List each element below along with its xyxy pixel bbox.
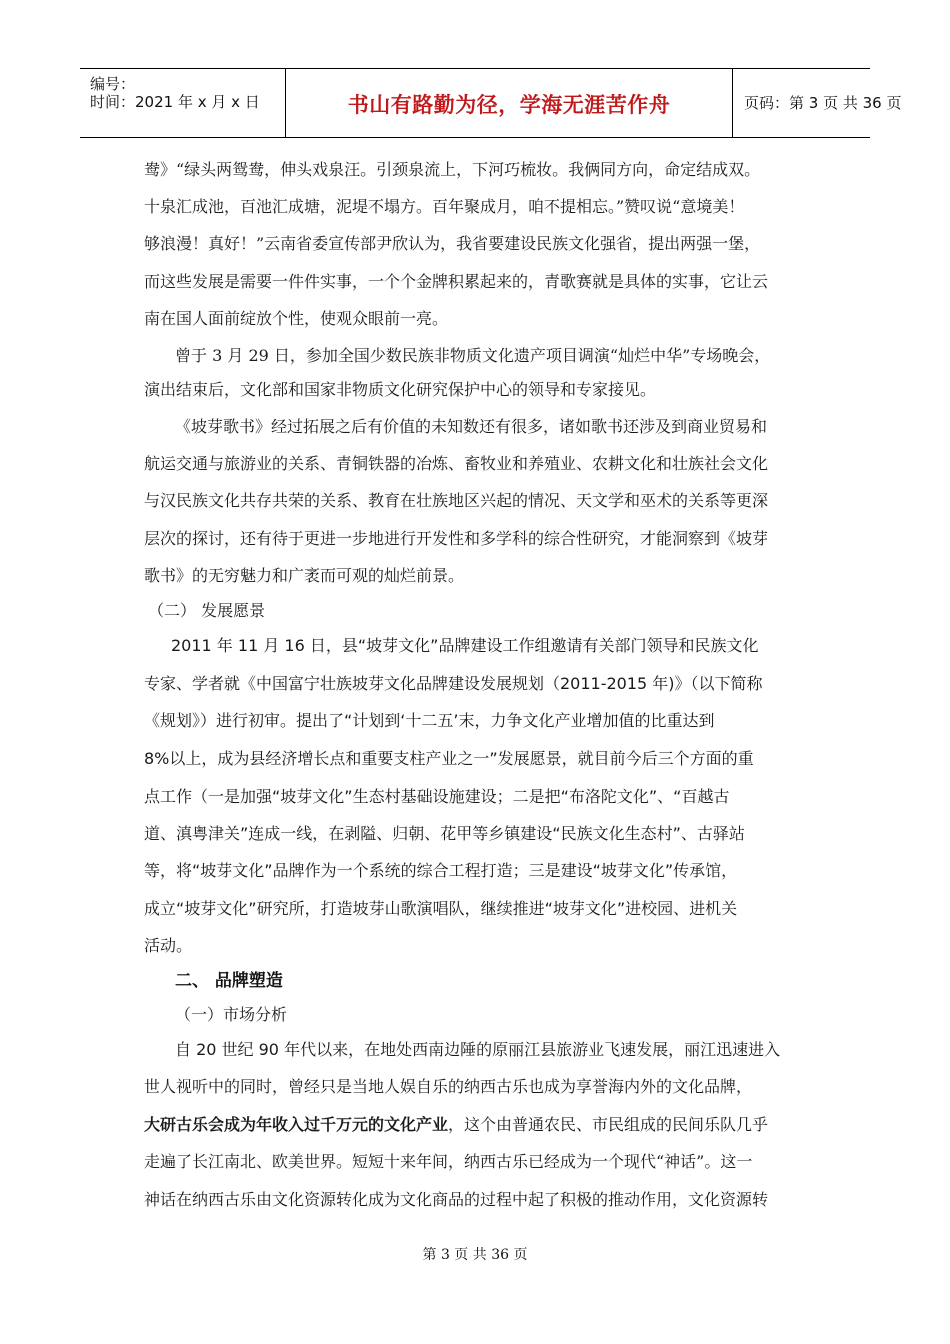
header-info-cell — [80, 69, 285, 137]
body-line: 8%以上，成为县经济增长点和重要支柱产业之一”发展愿景，就目前今后三个方面的重 — [144, 749, 754, 768]
sub-heading: （一）市场分析 — [175, 1005, 288, 1024]
body-line: 歌书》的无穷魅力和广袤而可观的灿烂前景。 — [144, 566, 465, 585]
body-line: 2011 年 11 月 16 日，县“坡芽文化”品牌建设工作组邀请有关部门领导和民族文化 — [171, 636, 759, 655]
header-motto-cell — [285, 69, 733, 137]
body-line: 《坡芽歌书》经过拓展之后有价值的未知数还有很多，诸如歌书还涉及到商业贸易和 — [175, 417, 768, 436]
body-line: 层次的探讨，还有待于更进一步地进行开发性和多学科的综合性研究，才能洞察到《坡芽 — [144, 529, 769, 548]
body-line: 等，将“坡芽文化”品牌作为一个系统的综合工程打造；三是建设“坡芽文化”传承馆， — [144, 861, 738, 880]
body-text: ，这个由普通农民、市民组成的民间乐队几乎 — [448, 1115, 769, 1134]
body-line: 够浪漫！真好！”云南省委宣传部尹欣认为，我省要建设民族文化强省，提出两强一堡， — [144, 234, 761, 253]
body-line: 道、滇粤津关”连成一线，在剥隘、归朝、花甲等乡镇建设“民族文化生态村”、古驿站 — [144, 824, 745, 843]
body-line: 走遍了长江南北、欧美世界。短短十来年间，纳西古乐已经成为一个现代“神话”。这一 — [144, 1152, 753, 1171]
body-line: 曾于 3 月 29 日，参加全国少数民族非物质文化遗产项目调演“灿烂中华”专场晚会， — [175, 346, 771, 365]
body-line: 航运交通与旅游业的关系、青铜铁器的冶炼、畜牧业和养殖业、农耕文化和壮族社会文化 — [144, 454, 769, 473]
body-line: 《规划》）进行初审。提出了“计划到‘十二五’末，力争文化产业增加值的比重达到 — [144, 711, 715, 730]
page-header — [80, 68, 902, 138]
body-line: 世人视听中的同时，曾经只是当地人娱自乐的纳西古乐也成为享誉海内外的文化品牌， — [144, 1077, 753, 1096]
body-line: 十泉汇成池，百池汇成塘，泥堤不塌方。百年聚成月，咱不提相忘。”赞叹说“意境美！ — [144, 197, 745, 216]
body-line: 南在国人面前绽放个性，使观众眼前一亮。 — [144, 309, 449, 328]
bold-highlight: 大研古乐会成为年收入过千万元的文化产业 — [144, 1115, 449, 1134]
document-number-label: 编号： — [90, 75, 136, 93]
body-line: 点工作（一是加强“坡芽文化”生态村基础设施建设；二是把“布洛陀文化”、“百越古 — [144, 787, 730, 806]
body-line: 演出结束后，文化部和国家非物质文化研究保护中心的领导和专家接见。 — [144, 380, 657, 399]
header-motto: 书山有路勤为径，学海无涯苦作舟 — [347, 93, 671, 117]
body-line: 而这些发展是需要一件件实事，一个个金牌积累起来的，青歌赛就是具体的实事，它让云 — [144, 272, 769, 291]
body-line: 自 20 世纪 90 年代以来，在地处西南边陲的原丽江县旅游业飞速发展，丽江迅速进入 — [175, 1040, 781, 1059]
body-line: 活动。 — [144, 936, 193, 955]
header-page-info: 页码：第 3 页 共 36 页 — [744, 94, 902, 112]
body-line-mixed — [144, 1114, 768, 1136]
document-date: 时间：2021 年 x 月 x 日 — [90, 93, 260, 111]
page-footer: 第 3 页 共 36 页 — [422, 1247, 528, 1263]
body-line: 专家、学者就《中国富宁壮族坡芽文化品牌建设发展规划（2011-2015 年)》（以下简称 — [144, 674, 763, 693]
body-line: 与汉民族文化共存共荣的关系、教育在壮族地区兴起的情况、天文学和巫术的关系等更深 — [144, 491, 769, 510]
body-line: 神话在纳西古乐由文化资源转化成为文化商品的过程中起了积极的推动作用，文化资源转 — [144, 1190, 769, 1209]
body-line: 鸯》“绿头两鸳鸯，伸头戏泉汪。引颈泉流上，下河巧梳妆。我俩同方向，命定结成双。 — [144, 160, 761, 179]
header-page-cell — [732, 69, 902, 137]
body-line: 成立“坡芽文化”研究所，打造坡芽山歌演唱队，继续推进“坡芽文化”进校园、进机关 — [144, 899, 738, 918]
section-heading: 二、 品牌塑造 — [175, 971, 283, 991]
sub-heading: （二） 发展愿景 — [148, 601, 266, 620]
